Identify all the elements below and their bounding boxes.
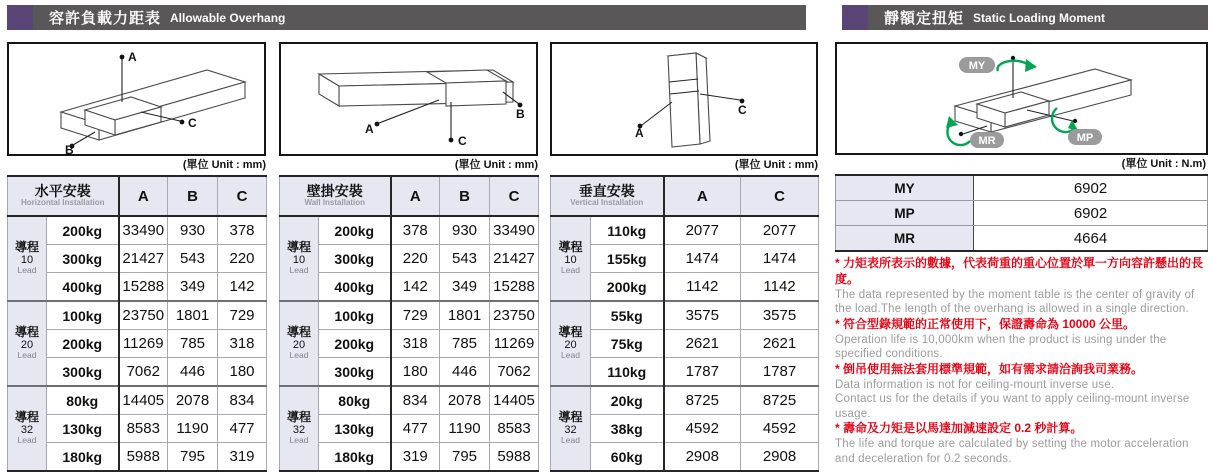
value-cell: 930 — [168, 216, 218, 245]
load-cell: 60kg — [591, 443, 664, 472]
lead-label-zh: 導程 — [558, 240, 583, 255]
moment-value: 6902 — [974, 175, 1208, 201]
lead-label-zh: 導程 — [286, 410, 311, 425]
table-row — [280, 273, 539, 302]
lead-value: 10 — [20, 254, 34, 267]
lead-cell — [8, 301, 47, 386]
point-label-c: C — [188, 116, 197, 130]
value-cell: 930 — [440, 216, 490, 245]
value-cell: 3575 — [741, 301, 819, 330]
value-cell: 1801 — [168, 301, 218, 330]
horizontal-installation-table — [7, 175, 266, 472]
moment-value: 6902 — [974, 201, 1208, 226]
lead-label-zh: 導程 — [14, 240, 39, 255]
moment-table — [835, 174, 1208, 252]
load-cell: 110kg — [591, 358, 664, 387]
note-en: Contact us for the details if you want to apply ceiling-mount inverse usage. — [835, 393, 1190, 420]
value-cell: 834 — [391, 386, 440, 415]
unit-label: (單位 Unit : N.m) — [1121, 158, 1206, 170]
value-cell: 1190 — [440, 415, 490, 443]
load-cell: 200kg — [47, 216, 119, 245]
value-cell: 2621 — [664, 330, 741, 358]
rail-side-drawing — [281, 44, 536, 154]
column-header-c: C — [741, 176, 819, 216]
load-cell: 130kg — [47, 415, 119, 443]
vertical-installation-table — [550, 175, 818, 472]
table-row — [836, 226, 1208, 252]
value-cell: 23750 — [119, 301, 168, 330]
value-cell: 1787 — [664, 358, 741, 387]
table-row — [280, 358, 539, 387]
load-cell: 300kg — [319, 245, 391, 273]
value-cell: 1801 — [440, 301, 490, 330]
rail-isometric-drawing — [9, 44, 264, 154]
value-cell: 23750 — [490, 301, 539, 330]
section-title-en: Static Loading Moment — [973, 10, 1106, 25]
unit-label: (單位 Unit : mm) — [734, 159, 818, 171]
note-zh: * 壽命及力矩是以馬達加減速設定 0.2 秒計算。 — [835, 421, 1083, 436]
moment-label: MY — [836, 175, 974, 201]
value-cell: 477 — [218, 415, 267, 443]
overhang-table-grid — [279, 175, 539, 472]
table-row — [551, 245, 819, 273]
column-header-b: B — [168, 176, 218, 216]
horizontal-installation-diagram — [7, 42, 266, 156]
value-cell: 2078 — [440, 386, 490, 415]
load-cell: 38kg — [591, 415, 664, 443]
value-cell: 785 — [168, 330, 218, 358]
unit-label: (單位 Unit : mm) — [182, 159, 266, 171]
value-cell: 5988 — [119, 443, 168, 472]
value-cell: 319 — [218, 443, 267, 472]
table-title-cell — [551, 176, 664, 216]
load-cell: 130kg — [319, 415, 391, 443]
value-cell: 1142 — [741, 273, 819, 302]
value-cell: 785 — [440, 330, 490, 358]
value-cell: 1787 — [741, 358, 819, 387]
lead-cell — [280, 386, 319, 471]
table-title-zh: 壁掛安裝 — [306, 182, 363, 199]
lead-label-en: Lead — [17, 265, 37, 276]
table-row — [551, 415, 819, 443]
table-row — [280, 330, 539, 358]
table-row — [836, 175, 1208, 201]
lead-label-zh: 導程 — [14, 410, 39, 425]
mp-badge-label: MP — [1076, 132, 1094, 144]
lead-cell — [8, 386, 47, 471]
value-cell: 1474 — [664, 245, 741, 273]
lead-label-en: Lead — [289, 350, 309, 361]
moment-axes-drawing — [837, 44, 1206, 153]
value-cell: 11269 — [119, 330, 168, 358]
load-cell: 300kg — [47, 245, 119, 273]
value-cell: 8725 — [741, 386, 819, 415]
value-cell: 8725 — [664, 386, 741, 415]
note-en: Operation life is 10,000km when the product is using under the specified conditions. — [835, 333, 1167, 361]
value-cell: 834 — [218, 386, 267, 415]
load-cell: 200kg — [319, 216, 391, 245]
value-cell: 729 — [218, 301, 267, 330]
note-en: The data represented by the moment table is the center of gravity of the load.The length of the overhang is allowed in a single direction. — [835, 288, 1195, 316]
table-title-cell — [8, 176, 119, 216]
table-row — [280, 216, 539, 245]
table-row — [8, 415, 267, 443]
load-cell: 110kg — [591, 216, 664, 245]
point-label-c: C — [458, 134, 467, 148]
point-label-a: A — [635, 126, 644, 140]
value-cell: 4592 — [664, 415, 741, 443]
lead-label-en: Lead — [289, 265, 309, 276]
note-zh: * 符合型錄規範的正常使用下，保證壽命為 10000 公里。 — [835, 316, 1136, 331]
lead-label-en: Lead — [289, 435, 309, 446]
load-cell: 100kg — [319, 301, 391, 330]
load-cell: 180kg — [47, 443, 119, 472]
table-row — [8, 273, 267, 302]
value-cell: 3575 — [664, 301, 741, 330]
value-cell: 318 — [391, 330, 440, 358]
value-cell: 446 — [168, 358, 218, 387]
lead-cell — [551, 216, 591, 301]
mr-badge-label: MR — [978, 135, 996, 147]
table-row — [280, 301, 539, 330]
lead-value: 10 — [292, 254, 306, 267]
value-cell: 378 — [218, 216, 267, 245]
moment-diagram — [835, 42, 1208, 155]
table-row — [551, 443, 819, 472]
column-header-c: C — [490, 176, 539, 216]
note-en: Data information is not for ceiling-mount inverse use. — [835, 378, 1115, 391]
title-accent-square — [842, 5, 868, 30]
lead-label-en: Lead — [17, 435, 37, 446]
table-row — [280, 443, 539, 472]
lead-label-zh: 導程 — [286, 240, 311, 255]
table-row — [8, 301, 267, 330]
value-cell: 543 — [440, 245, 490, 273]
table-row — [8, 443, 267, 472]
value-cell: 11269 — [490, 330, 539, 358]
value-cell: 15288 — [119, 273, 168, 302]
value-cell: 21427 — [119, 245, 168, 273]
table-row — [8, 330, 267, 358]
table-title-en: Horizontal Installation — [20, 198, 105, 208]
value-cell: 14405 — [490, 386, 539, 415]
lead-value: 32 — [292, 424, 306, 437]
note-zh: * 力矩表所表示的數據，代表荷重的重心位置於單一方向容許懸出的長度。 — [835, 256, 1204, 286]
load-cell: 100kg — [47, 301, 119, 330]
value-cell: 2078 — [168, 386, 218, 415]
point-label-a: A — [128, 50, 137, 64]
table-title-zh: 水平安裝 — [34, 182, 91, 199]
load-cell: 155kg — [591, 245, 664, 273]
my-badge-label: MY — [968, 60, 986, 72]
value-cell: 33490 — [119, 216, 168, 245]
table-row — [551, 216, 819, 245]
load-cell: 400kg — [47, 273, 119, 302]
lead-value: 10 — [564, 254, 577, 267]
load-cell: 55kg — [591, 301, 664, 330]
table-row — [551, 273, 819, 302]
value-cell: 33490 — [490, 216, 539, 245]
value-cell: 446 — [440, 358, 490, 387]
table-row — [551, 330, 819, 358]
note-zh: * 倒吊使用無法套用標準規範，如有需求請洽詢我司業務。 — [835, 361, 1144, 376]
value-cell: 795 — [440, 443, 490, 472]
lead-value: 20 — [564, 339, 577, 352]
point-label-a: A — [365, 122, 374, 136]
value-cell: 2077 — [741, 216, 819, 245]
value-cell: 1474 — [741, 245, 819, 273]
value-cell: 2621 — [741, 330, 819, 358]
value-cell: 318 — [218, 330, 267, 358]
load-cell: 80kg — [319, 386, 391, 415]
value-cell: 378 — [391, 216, 440, 245]
load-cell: 200kg — [47, 330, 119, 358]
load-cell: 20kg — [591, 386, 664, 415]
value-cell: 14405 — [119, 386, 168, 415]
section-title-zh: 容許負載力距表 — [49, 10, 162, 27]
value-cell: 319 — [391, 443, 440, 472]
table-row — [8, 245, 267, 273]
moment-label: MP — [836, 201, 974, 226]
table-row — [836, 201, 1208, 226]
load-cell: 75kg — [591, 330, 664, 358]
lead-cell — [8, 216, 47, 301]
load-cell: 180kg — [319, 443, 391, 472]
lead-cell — [280, 301, 319, 386]
column-header-a: A — [664, 176, 741, 216]
lead-value: 20 — [20, 339, 34, 352]
table-row — [8, 216, 267, 245]
value-cell: 795 — [168, 443, 218, 472]
lead-value: 32 — [20, 424, 34, 437]
lead-cell — [551, 301, 591, 386]
lead-label-zh: 導程 — [14, 325, 39, 340]
table-row — [551, 358, 819, 387]
rail-vertical-drawing — [552, 44, 816, 154]
wall-installation-table — [279, 175, 538, 472]
point-label-c: C — [738, 103, 747, 117]
lead-cell — [551, 386, 591, 471]
section-title-zh: 靜額定扭矩 — [884, 10, 965, 27]
lead-cell — [280, 216, 319, 301]
value-cell: 142 — [391, 273, 440, 302]
moment-value: 4664 — [974, 226, 1208, 252]
value-cell: 1190 — [168, 415, 218, 443]
value-cell: 220 — [218, 245, 267, 273]
overhang-table-grid — [550, 175, 819, 472]
value-cell: 477 — [391, 415, 440, 443]
overhang-table-grid — [7, 175, 267, 472]
value-cell: 8583 — [119, 415, 168, 443]
load-cell: 300kg — [47, 358, 119, 387]
table-title-zh: 垂直安裝 — [578, 182, 635, 199]
value-cell: 15288 — [490, 273, 539, 302]
footnotes — [835, 256, 1208, 466]
unit-label-row — [7, 158, 818, 173]
column-header-c: C — [218, 176, 267, 216]
vertical-installation-diagram — [550, 42, 818, 156]
value-cell: 21427 — [490, 245, 539, 273]
column-header-b: B — [440, 176, 490, 216]
value-cell: 349 — [440, 273, 490, 302]
point-label-b: B — [516, 107, 525, 121]
section-titlebar — [7, 5, 806, 30]
lead-label-en: Lead — [561, 435, 580, 446]
column-header-a: A — [119, 176, 168, 216]
table-row — [551, 301, 819, 330]
lead-label-en: Lead — [561, 265, 580, 276]
table-row — [551, 386, 819, 415]
load-cell: 200kg — [319, 330, 391, 358]
section-titlebar — [842, 5, 1208, 30]
table-row — [8, 358, 267, 387]
moment-label: MR — [836, 226, 974, 252]
note-en: The life and torque are calculated by setting the motor acceleration and deceleration for 0.2 seconds. — [835, 438, 1189, 465]
overhang-tables-row — [7, 175, 818, 472]
point-label-b: B — [65, 143, 74, 154]
value-cell: 729 — [391, 301, 440, 330]
table-row — [280, 386, 539, 415]
value-cell: 4592 — [741, 415, 819, 443]
value-cell: 1142 — [664, 273, 741, 302]
value-cell: 180 — [391, 358, 440, 387]
value-cell: 142 — [218, 273, 267, 302]
section-title-en: Allowable Overhang — [170, 10, 286, 25]
load-cell: 200kg — [591, 273, 664, 302]
lead-label-zh: 導程 — [286, 325, 311, 340]
lead-label-en: Lead — [17, 350, 37, 361]
lead-value: 20 — [292, 339, 306, 352]
value-cell: 180 — [218, 358, 267, 387]
title-accent-square — [7, 5, 33, 30]
diagram-row — [7, 42, 818, 156]
value-cell: 543 — [168, 245, 218, 273]
load-cell: 80kg — [47, 386, 119, 415]
value-cell: 2908 — [664, 443, 741, 472]
value-cell: 7062 — [490, 358, 539, 387]
table-row — [280, 415, 539, 443]
value-cell: 349 — [168, 273, 218, 302]
column-header-a: A — [391, 176, 440, 216]
lead-label-en: Lead — [561, 350, 580, 361]
table-row — [8, 386, 267, 415]
wall-installation-diagram — [279, 42, 538, 156]
table-title-en: Wall Installation — [304, 198, 366, 208]
table-row — [280, 245, 539, 273]
value-cell: 2077 — [664, 216, 741, 245]
table-title-cell — [280, 176, 391, 216]
value-cell: 7062 — [119, 358, 168, 387]
static-loading-moment-section — [835, 5, 1208, 466]
value-cell: 2908 — [741, 443, 819, 472]
load-cell: 400kg — [319, 273, 391, 302]
value-cell: 220 — [391, 245, 440, 273]
allowable-overhang-section — [7, 5, 818, 472]
lead-label-zh: 導程 — [558, 325, 583, 340]
value-cell: 8583 — [490, 415, 539, 443]
lead-value: 32 — [564, 424, 577, 437]
value-cell: 5988 — [490, 443, 539, 472]
unit-label: (單位 Unit : mm) — [454, 159, 538, 171]
table-title-en: Vertical Installation — [570, 198, 644, 208]
lead-label-zh: 導程 — [558, 410, 583, 425]
load-cell: 300kg — [319, 358, 391, 387]
